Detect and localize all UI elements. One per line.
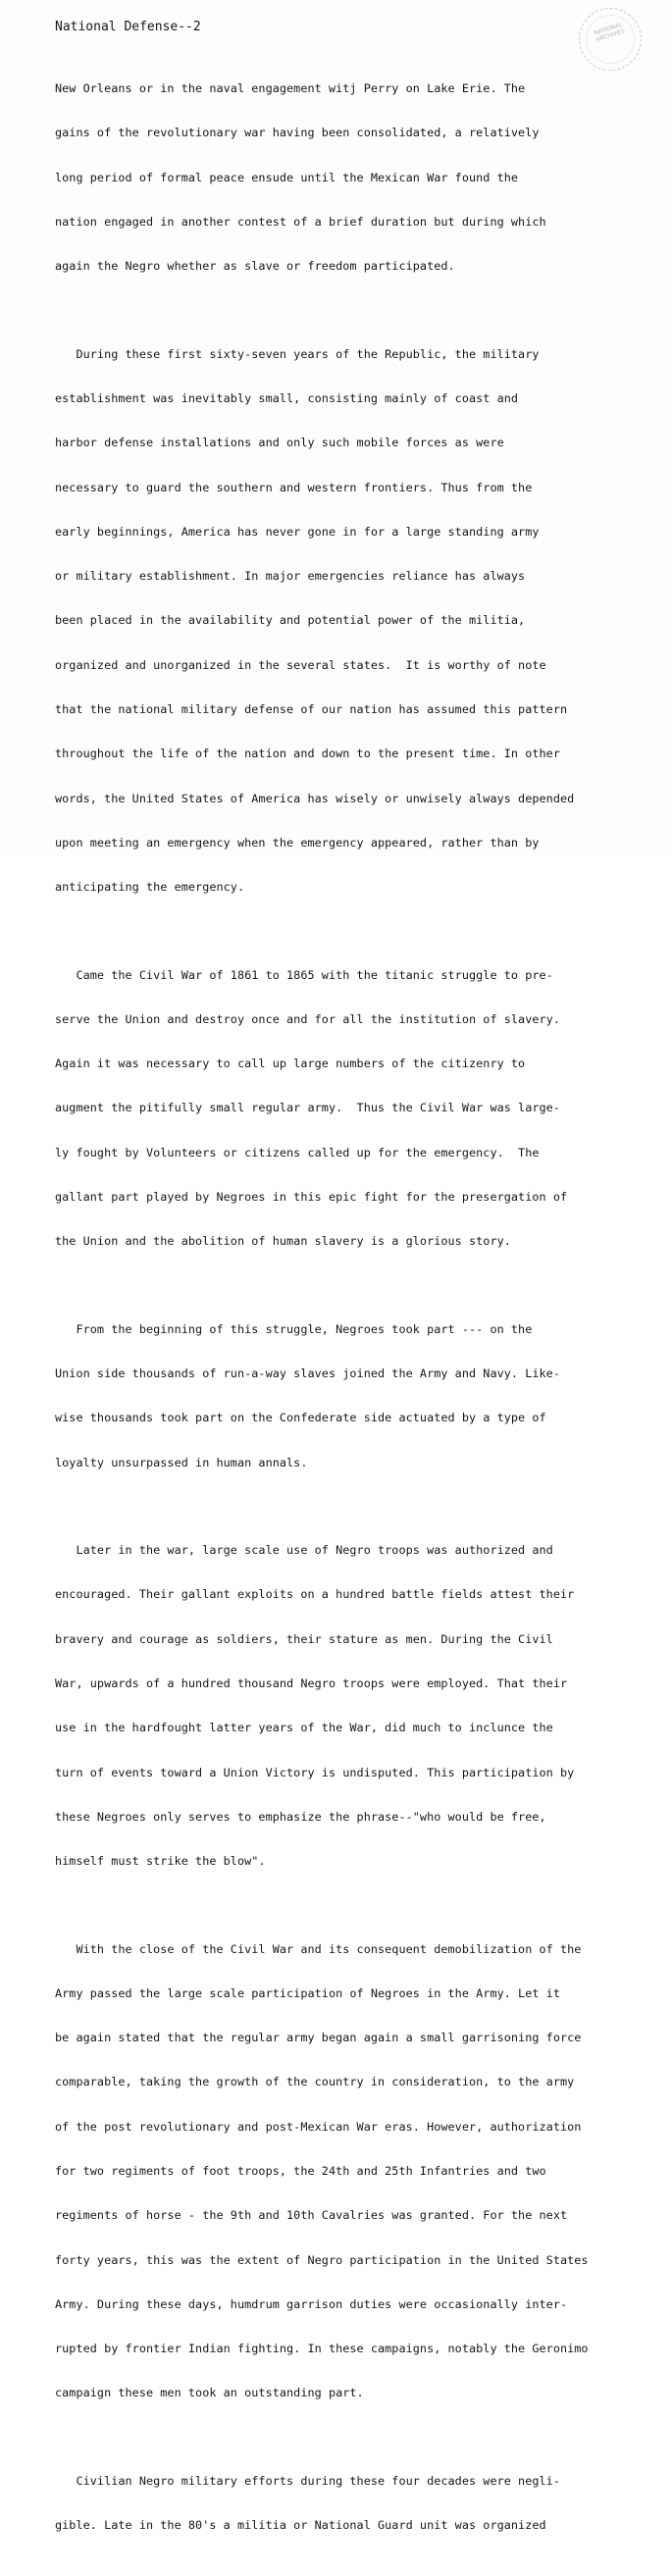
text-line: Army. During these days, humdrum garrison duties were occasionally inter- [55,2296,568,2311]
text-line: gains of the revolutionary war having been consolidated, a relatively [55,126,540,140]
text-line: bravery and courage as soldiers, their stature as men. During the Civil [55,1631,553,1646]
text-line: Union side thousands of run-a-way slaves joined the Army and Navy. Like- [55,1366,560,1381]
text-line: words, the United States of America has wisely or unwisely always depended [55,791,575,805]
text-line: Came the Civil War of 1861 to 1865 with the titanic struggle to pre- [55,967,553,982]
text-line: the Union and the abolition of human slavery is a glorious story. [55,1234,511,1249]
paragraph-6 [55,1912,647,2430]
paragraph-1 [55,52,647,304]
text-line: Civilian Negro military efforts during these four decades were negli- [55,2473,560,2488]
text-line: ly fought by Volunteers or citizens called up for the emergency. The [55,1145,540,1159]
text-line: campaign these men took an outstanding part. [55,2386,364,2400]
text-line: throughout the life of the nation and down to the present time. In other [55,747,560,761]
text-line: augment the pitifully small regular army. Thus the Civil War was large- [55,1101,560,1115]
page-header: National Defense--2 [55,20,201,34]
text-line: anticipating the emergency. [55,880,245,895]
text-line: regiments of horse - the 9th and 10th Cavalries was granted. For the next [55,2208,568,2223]
text-line: for two regiments of foot troops, the 24th and 25th Infantries and two [55,2163,546,2178]
text-line: Later in the war, large scale use of Negro troops was authorized and [55,1543,553,1558]
text-line: use in the hardfought latter years of the War, did much to inclunce the [55,1721,553,1735]
text-line: early beginnings, America has never gone in for a large standing army [55,524,540,539]
text-line: With the close of the Civil War and its consequent demobilization of the [55,1941,582,1956]
text-line: long period of formal peace ensude until the Mexican War found the [55,170,519,184]
text-line: Army passed the large scale participation of Negroes in the Army. Let it [55,1985,560,2000]
text-line: comparable, taking the growth of the country in consideration, to the army [55,2075,575,2089]
text-line: turn of events toward a Union Victory is undisputed. This participation by [55,1765,575,1779]
paragraph-5 [55,1514,647,1898]
text-line: been placed in the availability and potential power of the militia, [55,613,526,628]
archive-stamp-text: NATIONAL ARCHIVES [593,21,626,44]
text-line: again the Negro whether as slave or freedom participated. [55,259,455,274]
text-line: encouraged. Their gallant exploits on a hundred battle fields attest their [55,1587,575,1602]
text-line: wise thousands took part on the Confederate side actuated by a type of [55,1411,546,1425]
text-line: organized and unorganized in the several states. It is worthy of note [55,657,546,672]
text-line: upon meeting an emergency when the emergency appeared, rather than by [55,835,540,850]
text-line: that the national military defense of our nation has assumed this pattern [55,702,568,717]
text-line: necessary to guard the southern and western frontiers. Thus from the [55,480,533,494]
text-line: rupted by frontier Indian fighting. In these campaigns, notably the Geronimo [55,2342,589,2356]
text-line: be again stated that the regular army began again a small garrisoning force [55,2031,582,2045]
paragraph-2 [55,318,647,925]
text-line: From the beginning of this struggle, Negroes took part --- on the [55,1321,533,1336]
text-line: New Orleans or in the naval engagement witj Perry on Lake Erie. The [55,81,526,96]
paragraph-4 [55,1293,647,1500]
text-line: of the post revolutionary and post-Mexican War eras. However, authorization [55,2119,582,2134]
text-line: War, upwards of a hundred thousand Negro troops were employed. That their [55,1675,568,1690]
document-body [55,52,647,2576]
text-line: During these first sixty-seven years of the Republic, the military [55,346,540,361]
text-line: these Negroes only serves to emphasize the phrase--"who would be free, [55,1809,546,1824]
text-line: loyalty unsurpassed in human annals. [55,1455,308,1469]
text-line: himself must strike the blow". [55,1854,266,1869]
text-line: harbor defense installations and only such mobile forces as were [55,436,504,450]
text-line: nation engaged in another contest of a brief duration but during which [55,215,546,230]
text-line: Again it was necessary to call up large numbers of the citizenry to [55,1056,526,1071]
text-line: serve the Union and destroy once and for all the institution of slavery. [55,1011,560,1026]
text-line: forty years, this was the extent of Negro participation in the United States [55,2252,589,2267]
paragraph-3 [55,938,647,1278]
text-line: gible. Late in the 80's a militia or National Guard unit was organized [55,2518,546,2533]
text-line: establishment was inevitably small, consisting mainly of coast and [55,391,519,406]
text-line: gallant part played by Negroes in this epic fight for the presergation of [55,1190,568,1205]
paragraph-7 [55,2445,647,2563]
text-line: or military establishment. In major emergencies reliance has always [55,569,526,584]
